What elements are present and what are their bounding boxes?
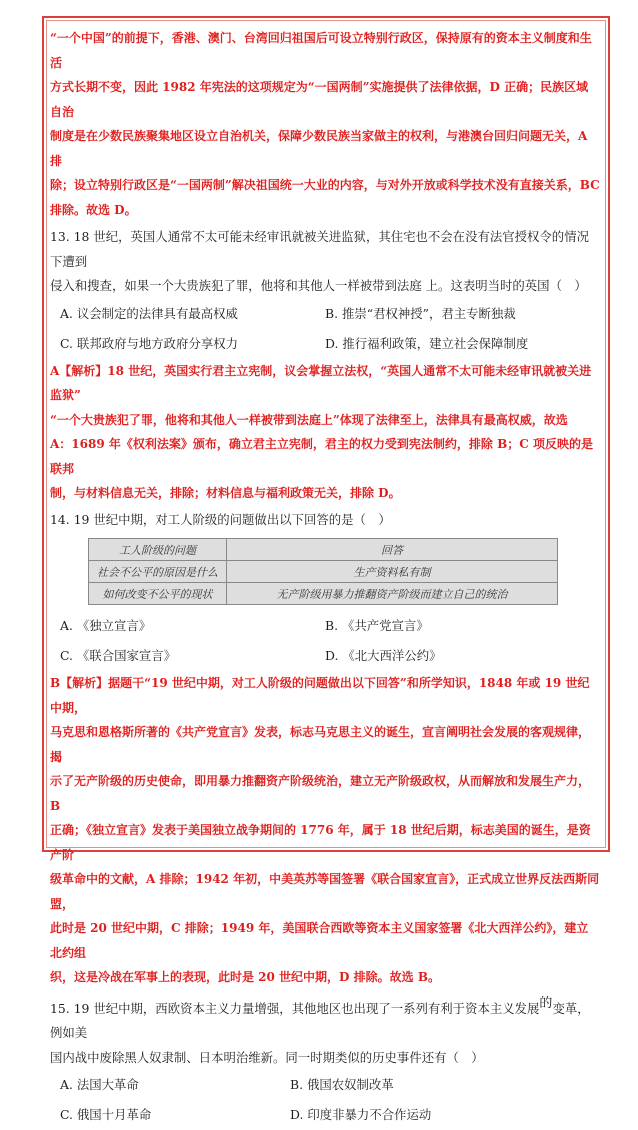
question-13-stem xyxy=(50,225,600,299)
analysis-q14 xyxy=(50,671,600,990)
analysis-line: A【解析】18 世纪，英国实行君主立宪制，议会掌握立法权，“英国人通常不太可能未经审讯就被关进监狱” xyxy=(50,363,592,402)
option-d: D. 推行福利政策，建立社会保障制度 xyxy=(325,335,529,351)
question-15-stem xyxy=(50,992,600,1071)
option-c: C. 《联合国家宣言》 xyxy=(60,648,177,663)
question-13-options xyxy=(50,299,600,359)
table-cell: 无产阶级用暴力推翻资产阶级而建立自己的统治 xyxy=(227,583,558,605)
table-cell: 如何改变不公平的现状 xyxy=(89,583,227,605)
table-header-cell: 工人阶级的问题 xyxy=(89,539,227,561)
option-a: A. 议会制定的法律具有最高权威 xyxy=(60,305,238,321)
option-d: D. 印度非暴力不合作运动 xyxy=(290,1107,432,1122)
option-d: D. 《北大西洋公约》 xyxy=(325,648,442,663)
analysis-q13 xyxy=(50,359,600,506)
analysis-line: 织，这是冷战在军事上的表现，此时是 20 世纪中期，D 排除。故选 B。 xyxy=(50,970,440,984)
question-line: 侵入和搜查，如果一个大贵族犯了罪，他将和其他人一样被带到法庭 上。这表明当时的英国（ ） xyxy=(50,278,587,293)
question-14-options xyxy=(50,611,600,671)
table-header-cell: 回答 xyxy=(227,539,558,561)
analysis-line: 制，与材料信息无关，排除；材料信息与福利政策无关，排除 D。 xyxy=(50,486,401,500)
option-b: B. 《共产党宣言》 xyxy=(325,618,429,633)
question-14-stem: 14. 19 世纪中期，对工人阶级的问题做出以下回答的是（ ） xyxy=(50,511,391,527)
question-line: 13. 18 世纪，英国人通常不太可能未经审讯就被关进监狱，其住宅也不会在没有法官授权令的情况下遭到 xyxy=(50,229,589,269)
table-header-row xyxy=(89,539,558,561)
analysis-line: B【解析】据题干“19 世纪中期，对工人阶级的问题做出以下回答”和所学知识，1848 年或 19 世纪中期， xyxy=(50,676,590,715)
question-text: 15. 19 世纪中期，西欧资本主义力量增强，其他地区也出现了一系列有利于资本主义发展 xyxy=(50,1000,540,1016)
question-text: 变革，例如美 xyxy=(50,1000,590,1040)
analysis-line: “一个大贵族犯了罪，他将和其他人一样被带到法庭上”体现了法律至上，法律具有最高权威，故选 xyxy=(50,412,568,427)
analysis-line: “一个中国”的前提下，香港、澳门、台湾回归祖国后可设立特别行政区，保持原有的资本主义制度和生活 xyxy=(50,31,592,70)
table-row xyxy=(89,583,558,605)
option-c: C. 联邦政府与地方政府分享权力 xyxy=(60,335,238,351)
table-cell: 社会不公平的原因是什么 xyxy=(89,561,227,583)
analysis-q12-tail xyxy=(50,26,600,222)
option-c: C. 俄国十月革命 xyxy=(60,1107,152,1122)
analysis-line: 除；设立特别行政区是“一国两制”解决祖国统一大业的内容，与对外开放或科学技术没有直接关系，BC xyxy=(50,178,600,192)
analysis-line: 此时是 20 世纪中期，C 排除；1949 年，美国联合西欧等资本主义国家签署《北大西洋公约》，建立北约组 xyxy=(50,921,589,960)
analysis-line: 马克思和恩格斯所著的《共产党宣言》发表，标志马克思主义的诞生，宣言阐明社会发展的客观规律，揭 xyxy=(50,725,591,764)
analysis-line: 制度是在少数民族聚集地区设立自治机关，保障少数民族当家做主的权利，与港澳台回归问题无关，A 排 xyxy=(50,129,588,168)
analysis-line: 排除。故选 D。 xyxy=(50,202,137,217)
question-14-table xyxy=(88,538,558,605)
option-b: B. 推崇“君权神授”，君主专断独裁 xyxy=(325,305,516,321)
option-a: A. 法国大革命 xyxy=(60,1077,139,1092)
question-15-options xyxy=(50,1070,600,1130)
table-cell: 生产资料私有制 xyxy=(227,561,558,583)
question-text-raised: 的 xyxy=(539,995,553,1011)
option-b: B. 俄国农奴制改革 xyxy=(290,1077,394,1092)
option-a: A. 《独立宣言》 xyxy=(60,618,152,633)
table-row xyxy=(89,561,558,583)
analysis-line: A：1689 年《权利法案》颁布，确立君主立宪制，君主的权力受到宪法制约，排除 B；C 项反映的是联邦 xyxy=(50,437,593,476)
analysis-line: 级革命中的文献，A 排除；1942 年初，中美英苏等国签署《联合国家宣言》，正式成立世界反法西斯同盟， xyxy=(50,872,600,911)
analysis-line: 正确；《独立宣言》发表于美国独立战争期间的 1776 年，属于 18 世纪后期，标志美国的诞生，是资产阶 xyxy=(50,823,591,862)
analysis-line: 方式长期不变，因此 1982 年宪法的这项规定为“一国两制”实施提供了法律依据，D 正确；民族区域自治 xyxy=(50,80,589,119)
analysis-line: 示了无产阶级的历史使命，即用暴力推翻资产阶级统治，建立无产阶级政权，从而解放和发展生产力，B xyxy=(50,774,591,813)
question-line: 国内战中废除黑人奴隶制、日本明治维新。同一时期类似的历史事件还有（ ） xyxy=(50,1049,484,1065)
question-line xyxy=(50,992,600,1046)
exam-content xyxy=(50,26,600,1130)
